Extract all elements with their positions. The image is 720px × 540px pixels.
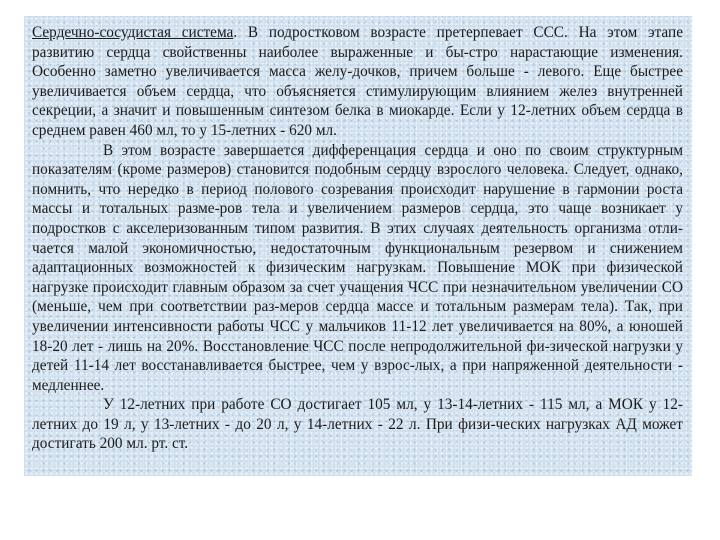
section-heading: Сердечно-сосудистая система xyxy=(32,24,234,41)
paragraph-3: У 12-летних при работе СО достигает 105 мл, у 13-14-летних - 115 мл, а МОК у 12-летних до 19 л, у 13-летних - до 20 л, у 14-летних - 22 л. При физи-ческих нагрузках АД может достигать 200 мл. рт. ст. xyxy=(32,396,683,453)
text-panel xyxy=(24,16,692,476)
paragraph-1 xyxy=(32,23,683,141)
paragraph-2: В этом возрасте завершается дифференцация сердца и оно по своим структурным показателям (кроме размеров) становится подобным сердцу взрослого человека. Следует, однако, помнить, что нередко в период полового созревания происходит нарушение в гармонии роста массы и тотальных разме-ров тела и увеличением размеров сердца, это чаще возникает у подростков с акселеризованным типом развития. В этих случаях деятельность организма отли-чается малой экономичностью, недостаточным функциональным резервом и снижением адаптационных возможностей к физическим нагрузкам. Повышение МОК при физической нагрузке происходит главным образом за счет учащения ЧСС при незначительном увеличении СО (меньше, чем при соответствии раз-меров сердца массе и тотальным размерам тела). Так, при увеличении интенсивности работы ЧСС у мальчиков 11-12 лет увеличивается на 80%, а юношей 18-20 лет - лишь на 20%. Восстановление ЧСС после непродолжительной фи-зической нагрузки у детей 11-14 лет восстанавливается быстрее, чем у взрос-лых, а при напряженной деятельности - медленнее. xyxy=(32,141,683,394)
body-text xyxy=(32,23,683,454)
paragraph-1-text: . В подростковом возрасте претерпевает ССС. На этом этапе развитию сердца свойственны наиболее выраженные и бы-стро нарастающие изменения. Особенно заметно увеличивается масса желу-дочков, причем больше - левого. Еще быстрее увеличивается объем сердца, что объясняется стимулирующим влиянием желез внутренней секреции, а значит и повышенным синтезом белка в миокарде. Если у 12-летних объем сердца в среднем равен 460 мл, то у 15-летних - 620 мл. xyxy=(32,24,683,139)
